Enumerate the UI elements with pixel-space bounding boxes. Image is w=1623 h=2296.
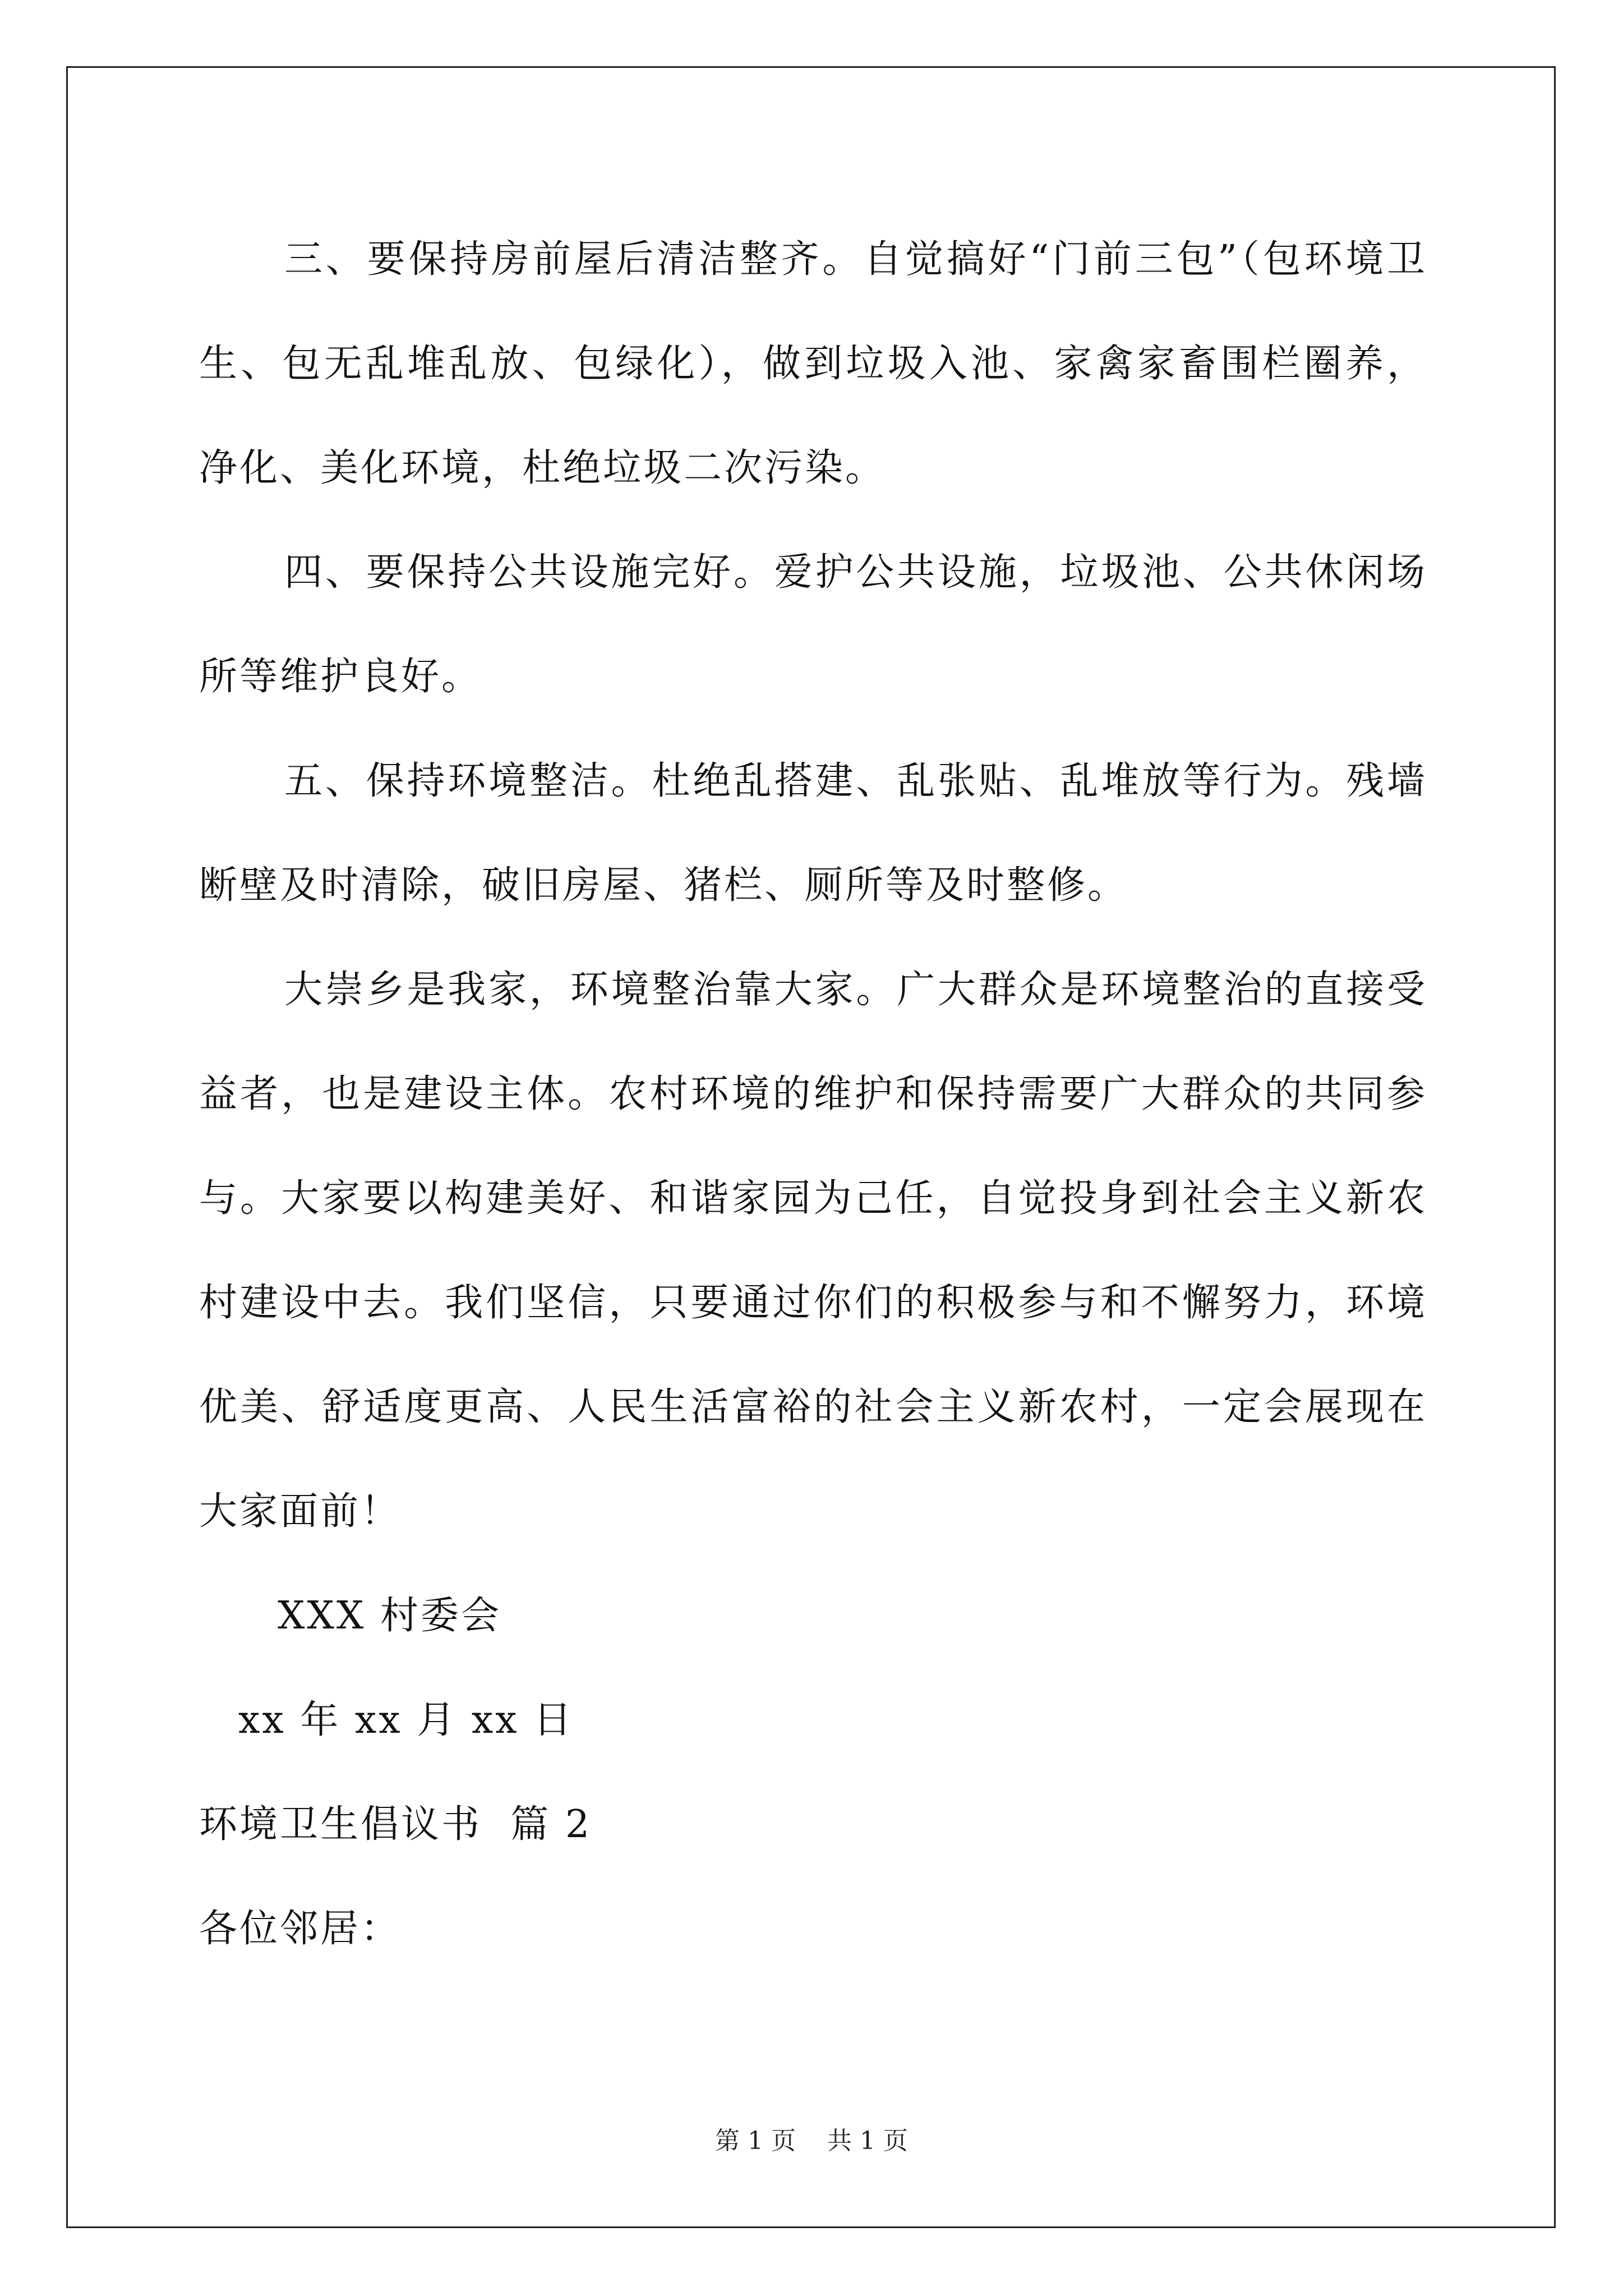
next-section-title: 环境卫生倡议书 篇 2 (199, 1802, 592, 1847)
paragraph-four: 四、要保持公共设施完好。爱护公共设施，垃圾池、公共休闲场所等维护良好。 (199, 550, 1427, 699)
signature: XXX 村委会 (278, 1594, 501, 1638)
paragraph-closing: 大崇乡是我家，环境整治靠大家。广大群众是环境整治的直接受益者，也是建设主体。农村环境的维护和保持需要广大群众的共同参与。大家要以构建美好、和谐家园为己任，自觉投身到社会主义新农村建设中去。我们坚信，只要通过你们的积极参与和不懈努力，环境优美、舒适度更高、人民生活富裕的社会主义新农村，一定会展现在大家面前！ (199, 968, 1427, 1534)
date-line: xx 年 xx 月 xx 日 (238, 1698, 574, 1742)
paragraph-five: 五、保持环境整洁。杜绝乱搭建、乱张贴、乱堆放等行为。残墙断壁及时清除，破旧房屋、猪栏、厕所等及时整修。 (199, 759, 1427, 908)
page-footer: 第 1 页 共 1 页 (715, 2127, 908, 2155)
paragraph-three: 三、要保持房前屋后清洁整齐。自觉搞好“门前三包”（包环境卫生、包无乱堆乱放、包绿化），做到垃圾入池、家禽家畜围栏圈养，净化、美化环境，杜绝垃圾二次污染。 (199, 237, 1427, 490)
document-body (199, 208, 1427, 1981)
salutation: 各位邻居： (199, 1907, 402, 1951)
